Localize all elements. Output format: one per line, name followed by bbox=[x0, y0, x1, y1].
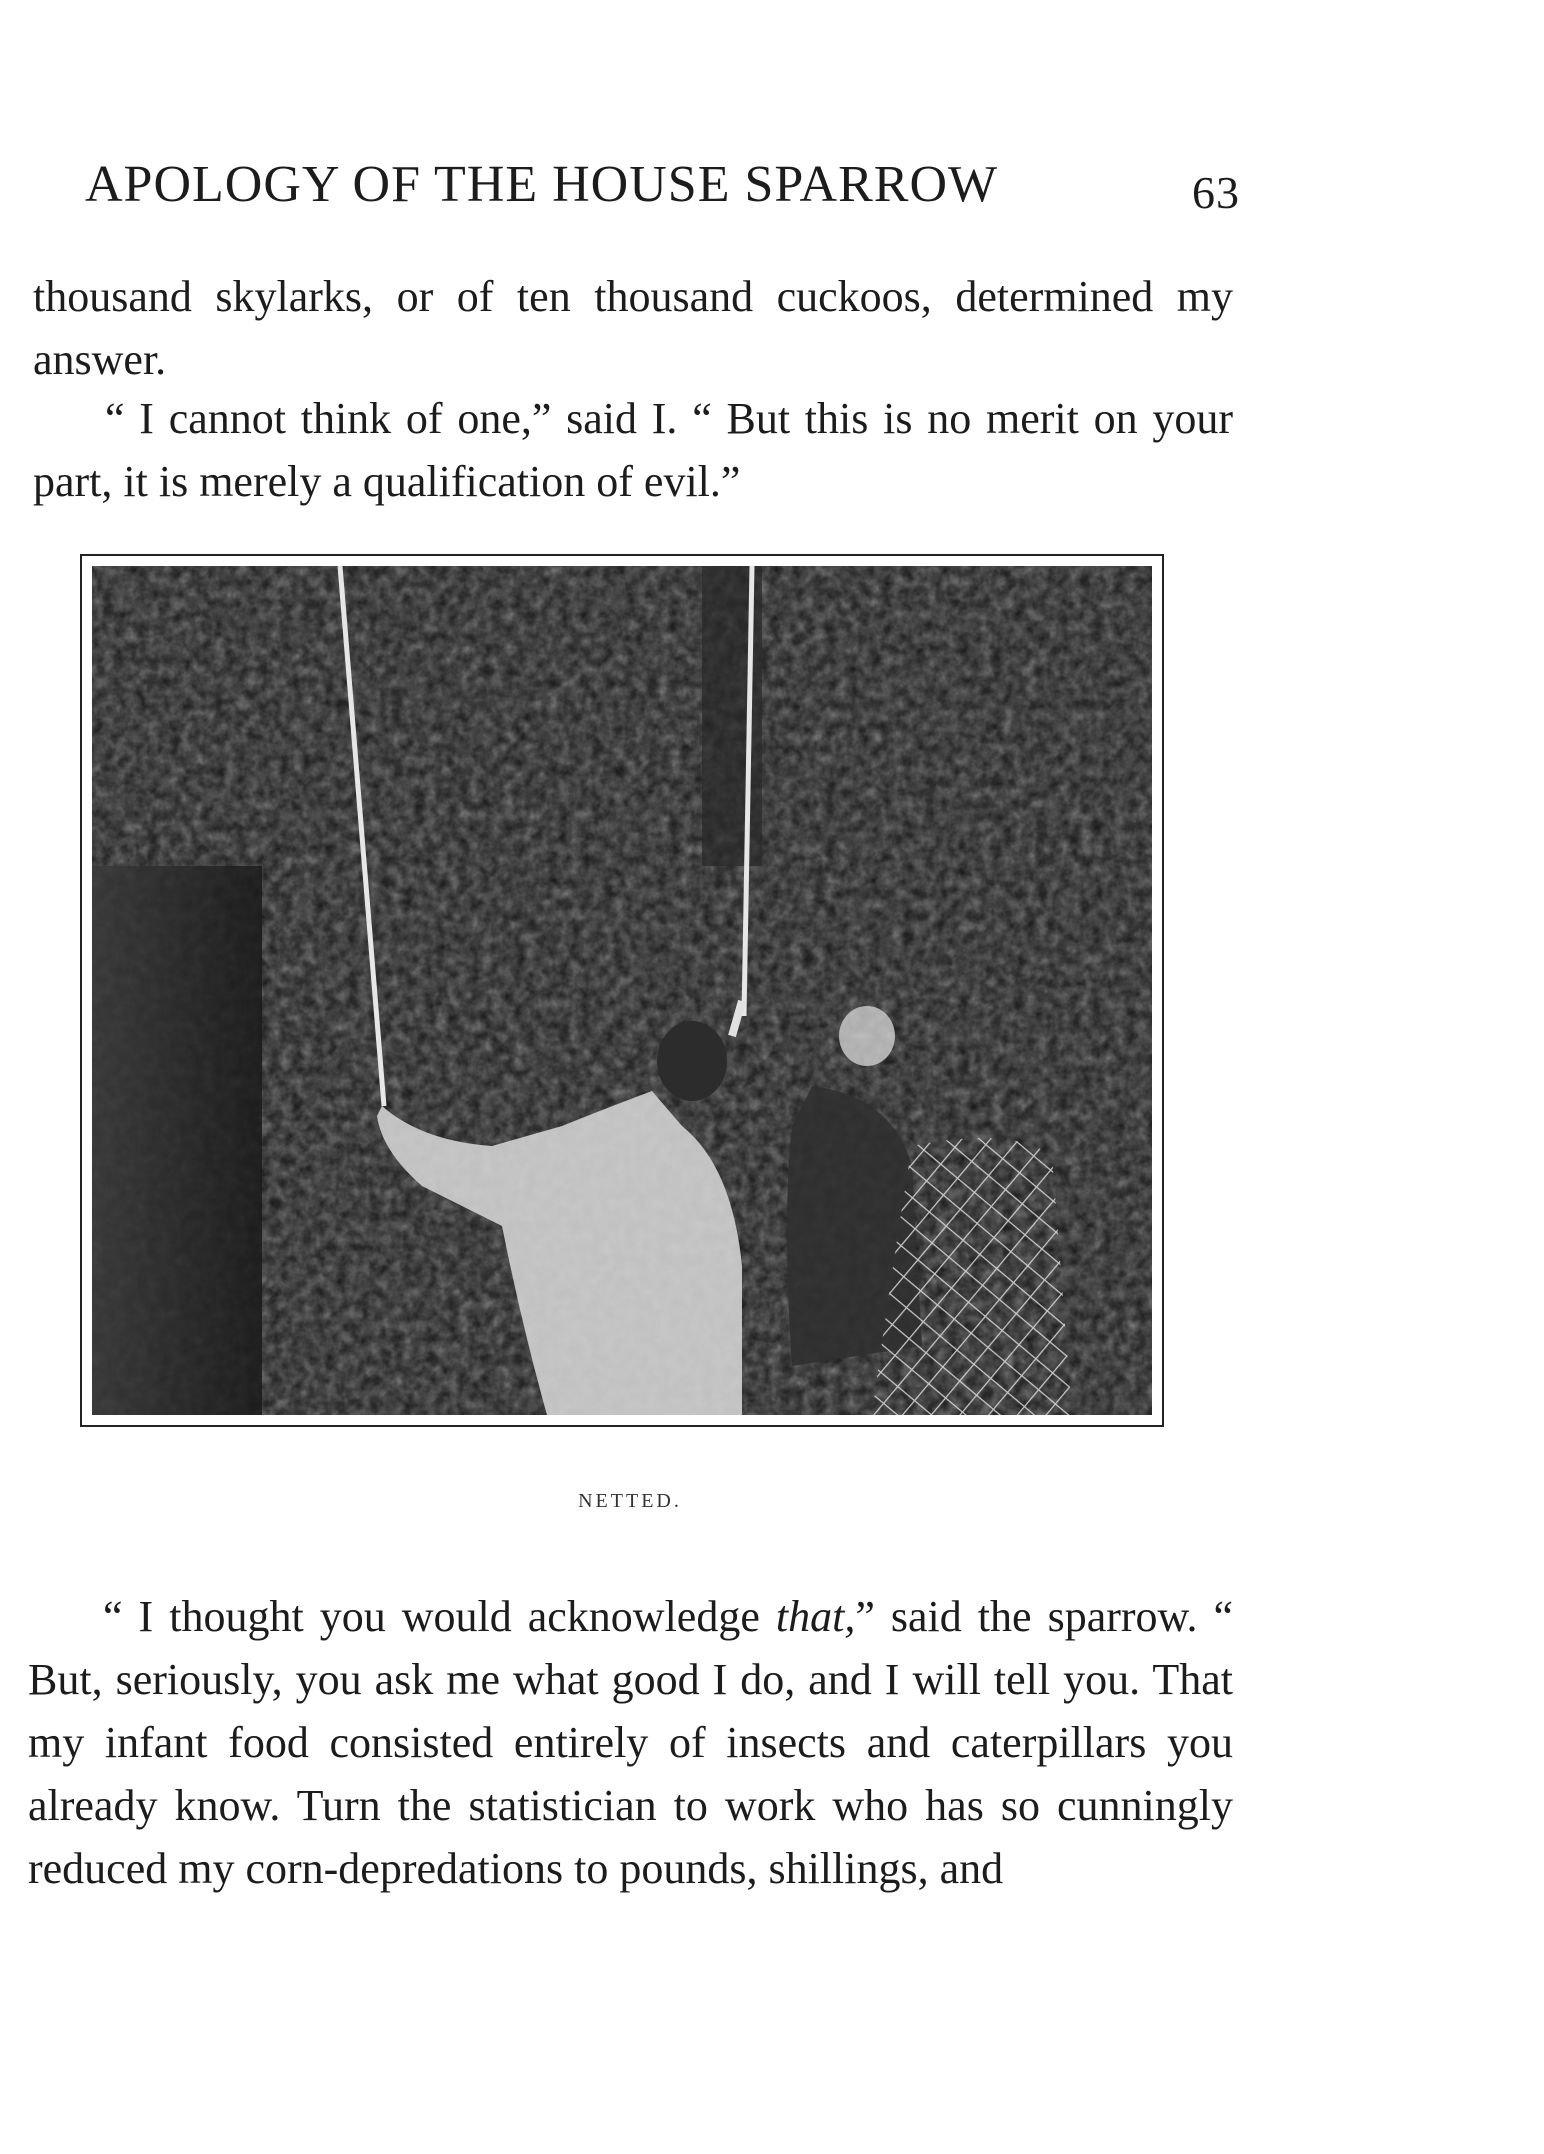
paragraph-3-rest: ” said the sparrow. “ But, seriously, you ask me what good I do, and I will tell you. That my infant food consisted entirely of insects and caterpillars you already know. Turn the statistician to work who has so cunningly reduced my corn-depredations to pounds, shillings, and bbox=[28, 1592, 1233, 1893]
paragraph-3 bbox=[28, 1585, 1233, 1900]
figure-caption: NETTED. bbox=[578, 1490, 682, 1512]
paragraph-3-start: “ I thought you would acknowledge bbox=[103, 1592, 776, 1641]
paragraph-3-emphasis: that, bbox=[775, 1592, 856, 1641]
page-number: 63 bbox=[1192, 167, 1240, 218]
paragraph-2: “ I cannot think of one,” said I. “ But this is no merit on your part, it is merely a qualification of evil.” bbox=[33, 394, 1233, 506]
netted-photo-image bbox=[92, 566, 1152, 1415]
photograph bbox=[80, 554, 1164, 1427]
paragraph-1: thousand skylarks, or of ten thousand cuckoos, determined my answer. bbox=[33, 272, 1233, 384]
header-title: APOLOGY OF THE HOUSE SPARROW bbox=[85, 156, 999, 213]
running-header bbox=[85, 150, 1240, 220]
